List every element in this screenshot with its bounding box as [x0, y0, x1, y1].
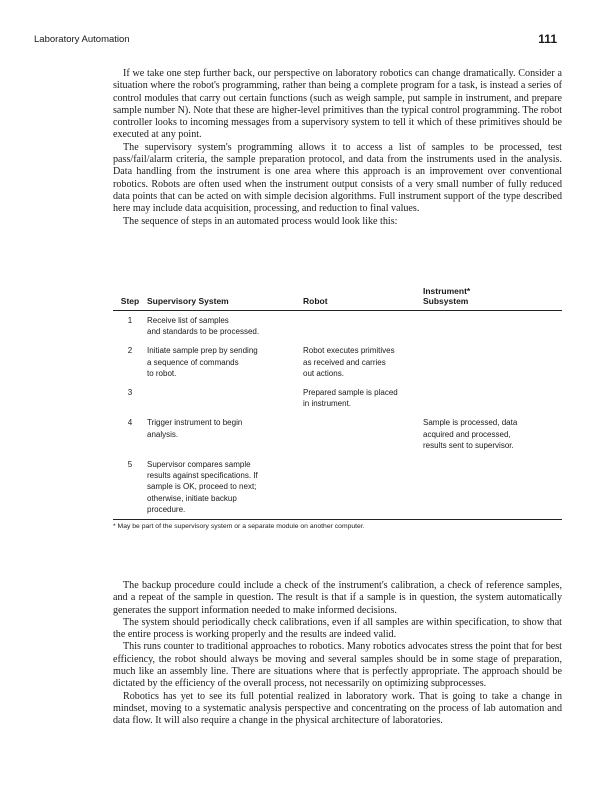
supervisory-cell [147, 383, 303, 413]
robot-cell [303, 311, 423, 342]
paragraph: The system should periodically check calibrations, even if all samples are within specification, to show that the entire process is working properly and the results are indeed valid. [113, 616, 562, 641]
supervisory-cell: Initiate sample prep by sending a sequence of commands to robot. [147, 346, 258, 378]
paragraph: If we take one step further back, our perspective on laboratory robotics can change dramatically. Consider a situation where the robot's programming, rather than being a complete program for a task, is instead a series of control modules that carry out certain functions (such as weigh sample, put sample in instrument, and prepare sample number N). Note that these are higher-level primitives than the typical control programming. The robot controller looks to incoming messages from a supervisory system to tell it which of these primitives should be executed at any point. [113, 68, 562, 141]
running-title: Laboratory Automation [34, 34, 130, 45]
robot-cell [303, 455, 423, 520]
table-header-row [113, 286, 562, 311]
paragraph: Robotics has yet to see its full potential realized in laboratory work. That is going to take a change in mindset, moving to a systematic analysis perspective and concentrating on the process of lab automation and data flow. It will also require a change in the physical architecture of laboratories. [113, 690, 562, 727]
header-instrument: Instrument* Subsystem [423, 286, 562, 311]
paragraph: This runs counter to traditional approaches to robotics. Many robotics advocates stress the point that for best efficiency, the robot should always be moving and several samples should be in some stage of preparation, much like an assembly line. There are situations where that is perfectly appropriate. The approach should be dictated by the efficiency of the overall process, not necessarily on optimizing subprocesses. [113, 641, 562, 690]
instrument-cell: Sample is processed, data acquired and processed, results sent to supervisor. [423, 418, 518, 450]
paragraph: The supervisory system's programming allows it to access a list of samples to be processed, test pass/fail/alarm criteria, the sample preparation protocol, and data from the instruments used in the analysis. Data handling from the instrument is one area where this approach is an improvement over conventional robotics. Robots are often used when the instrument output consists of a very small number of fully reduced data points that can be acted on with simple decision algorithms. Full instrument support of the type described here may include data acquisition, processing, and reduction to final values. [113, 141, 562, 215]
table-row [113, 383, 562, 413]
instrument-cell [423, 311, 562, 342]
instrument-cell [423, 341, 562, 383]
supervisory-cell: Trigger instrument to begin analysis. [147, 418, 243, 439]
steps-table [113, 286, 562, 520]
step-number: 3 [127, 388, 133, 398]
robot-cell: Prepared sample is placed in instrument. [303, 388, 398, 409]
page-header [34, 34, 557, 50]
table-row [113, 341, 562, 383]
table-row [113, 413, 562, 455]
process-steps-table [113, 286, 562, 530]
step-number: 1 [127, 316, 133, 325]
instrument-cell [423, 383, 562, 413]
header-supervisory: Supervisory System [147, 286, 303, 311]
page-number: 111 [538, 32, 557, 46]
table-row [113, 311, 562, 342]
supervisory-cell: Supervisor compares sample results against specifications. If sample is OK, proceed to next; otherwise, initiate backup procedure. [147, 455, 303, 520]
step-number: 2 [127, 346, 133, 356]
table-row [113, 455, 562, 520]
supervisory-cell: Receive list of samples and standards to be processed. [147, 316, 260, 337]
paragraph: The sequence of steps in an automated process would look like this: [123, 215, 398, 227]
table-footnote: * May be part of the supervisory system or a separate module on another computer. [113, 523, 365, 531]
step-number: 4 [127, 418, 133, 428]
intro-text [113, 68, 562, 228]
step-number: 5 [113, 455, 147, 520]
robot-cell: Robot executes primitives as received and carries out actions. [303, 346, 395, 378]
paragraph: The backup procedure could include a check of the instrument's calibration, a check of reference samples, and a repeat of the sample in question. The result is that if a sample is in question, the system automatically generates the support information needed to make informed decisions. [113, 580, 562, 616]
header-step: Step [113, 286, 147, 311]
robot-cell [303, 413, 423, 455]
closing-text [113, 580, 562, 728]
instrument-cell [423, 455, 562, 520]
header-robot: Robot [303, 286, 423, 311]
